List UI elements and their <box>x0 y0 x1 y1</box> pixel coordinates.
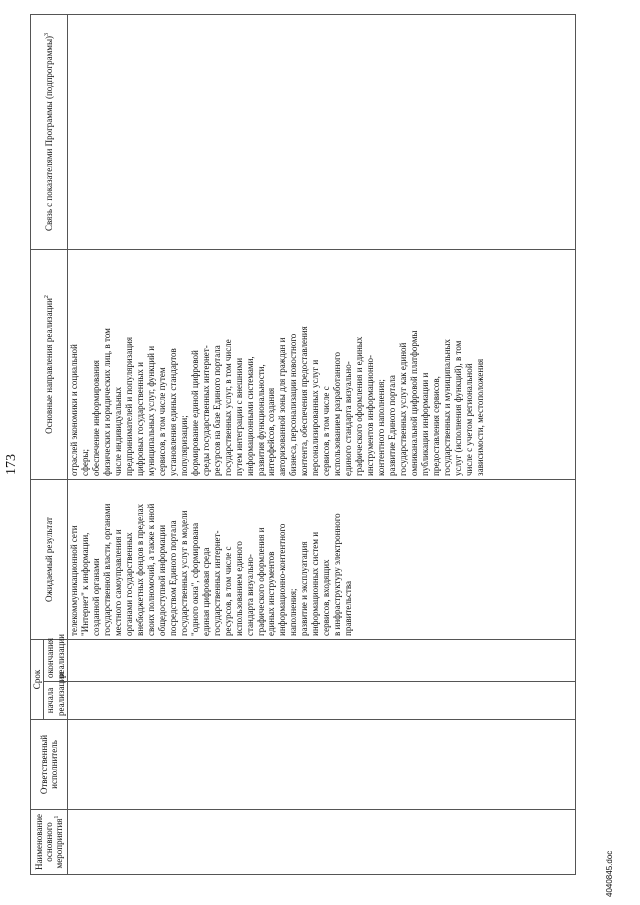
cell-result: телекоммуникационной сети "Интернет" к информации, созданной органами государственной власти, органами местного самоуправления и органами государственных внебюджетных фондов в пределах своих полномочий, а также к иной общедоступной информации посредством Единого портала государственных услуг в модели "одного окна", сформирована единая цифровая среда государственных интернет- ресурсов, в том числе с использованием единого стандарта визуально- графического оформления и единых инструментов информационно-контентного наполнения; развитие и эксплуатация информационных систем и сервисов, входящих в инфраструктуру электронного правительства <box>68 479 576 639</box>
header-term-start: начала реализации <box>44 682 68 720</box>
cell-term-end <box>68 639 576 681</box>
header-executor: Ответственный исполнитель <box>31 720 68 810</box>
header-directions: Основные направления реализации$^2$ <box>31 249 68 479</box>
program-table <box>30 14 576 875</box>
header-link: Связь с показателями Программы (подпрограммы)$^3$ <box>31 14 68 249</box>
header-term: Срок <box>31 639 44 719</box>
cell-measure <box>68 810 576 875</box>
page-number: 173 <box>4 454 19 475</box>
cell-executor <box>68 720 576 810</box>
header-term-end: окончания реализации <box>44 639 68 681</box>
table-row <box>68 14 576 874</box>
cell-term-start <box>68 682 576 720</box>
header-result: Ожидаемый результат <box>31 479 68 639</box>
header-measure: Наименование основного мероприятия$^1$ <box>31 810 68 875</box>
file-name: 4040845.doc <box>605 850 614 897</box>
cell-link <box>68 14 576 249</box>
cell-directions: отраслей экономики и социальной сферы; обеспечение информирования физических и юридических лиц, в том числе индивидуальных предпринимателей и популяризация цифровых государственных и муниципальных услуг, функций и сервисов, в том числе путем установления единых стандартов популяризации; формирование единой цифровой среды государственных интернет- ресурсов на базе Единого портала государственных услуг, в том числе путем интеграции с внешними информационными системами, развития функциональности, интерфейсов, создания авторизованной зоны для граждан и бизнеса, персонализации новостного контента, обеспечения предоставления персонализированных услуг и сервисов, в том числе с использованием разработанного единого стандарта визуально- графического оформления и единых инструментов информационно- контентного наполнения; развитие Единого портала государственных услуг как единой омниканальной цифровой платформы публикации информации и предоставления сервисов, государственных и муниципальных услуг (исполнения функций), в том числе с учетом региональной зависимости, местоположения <box>68 249 576 479</box>
